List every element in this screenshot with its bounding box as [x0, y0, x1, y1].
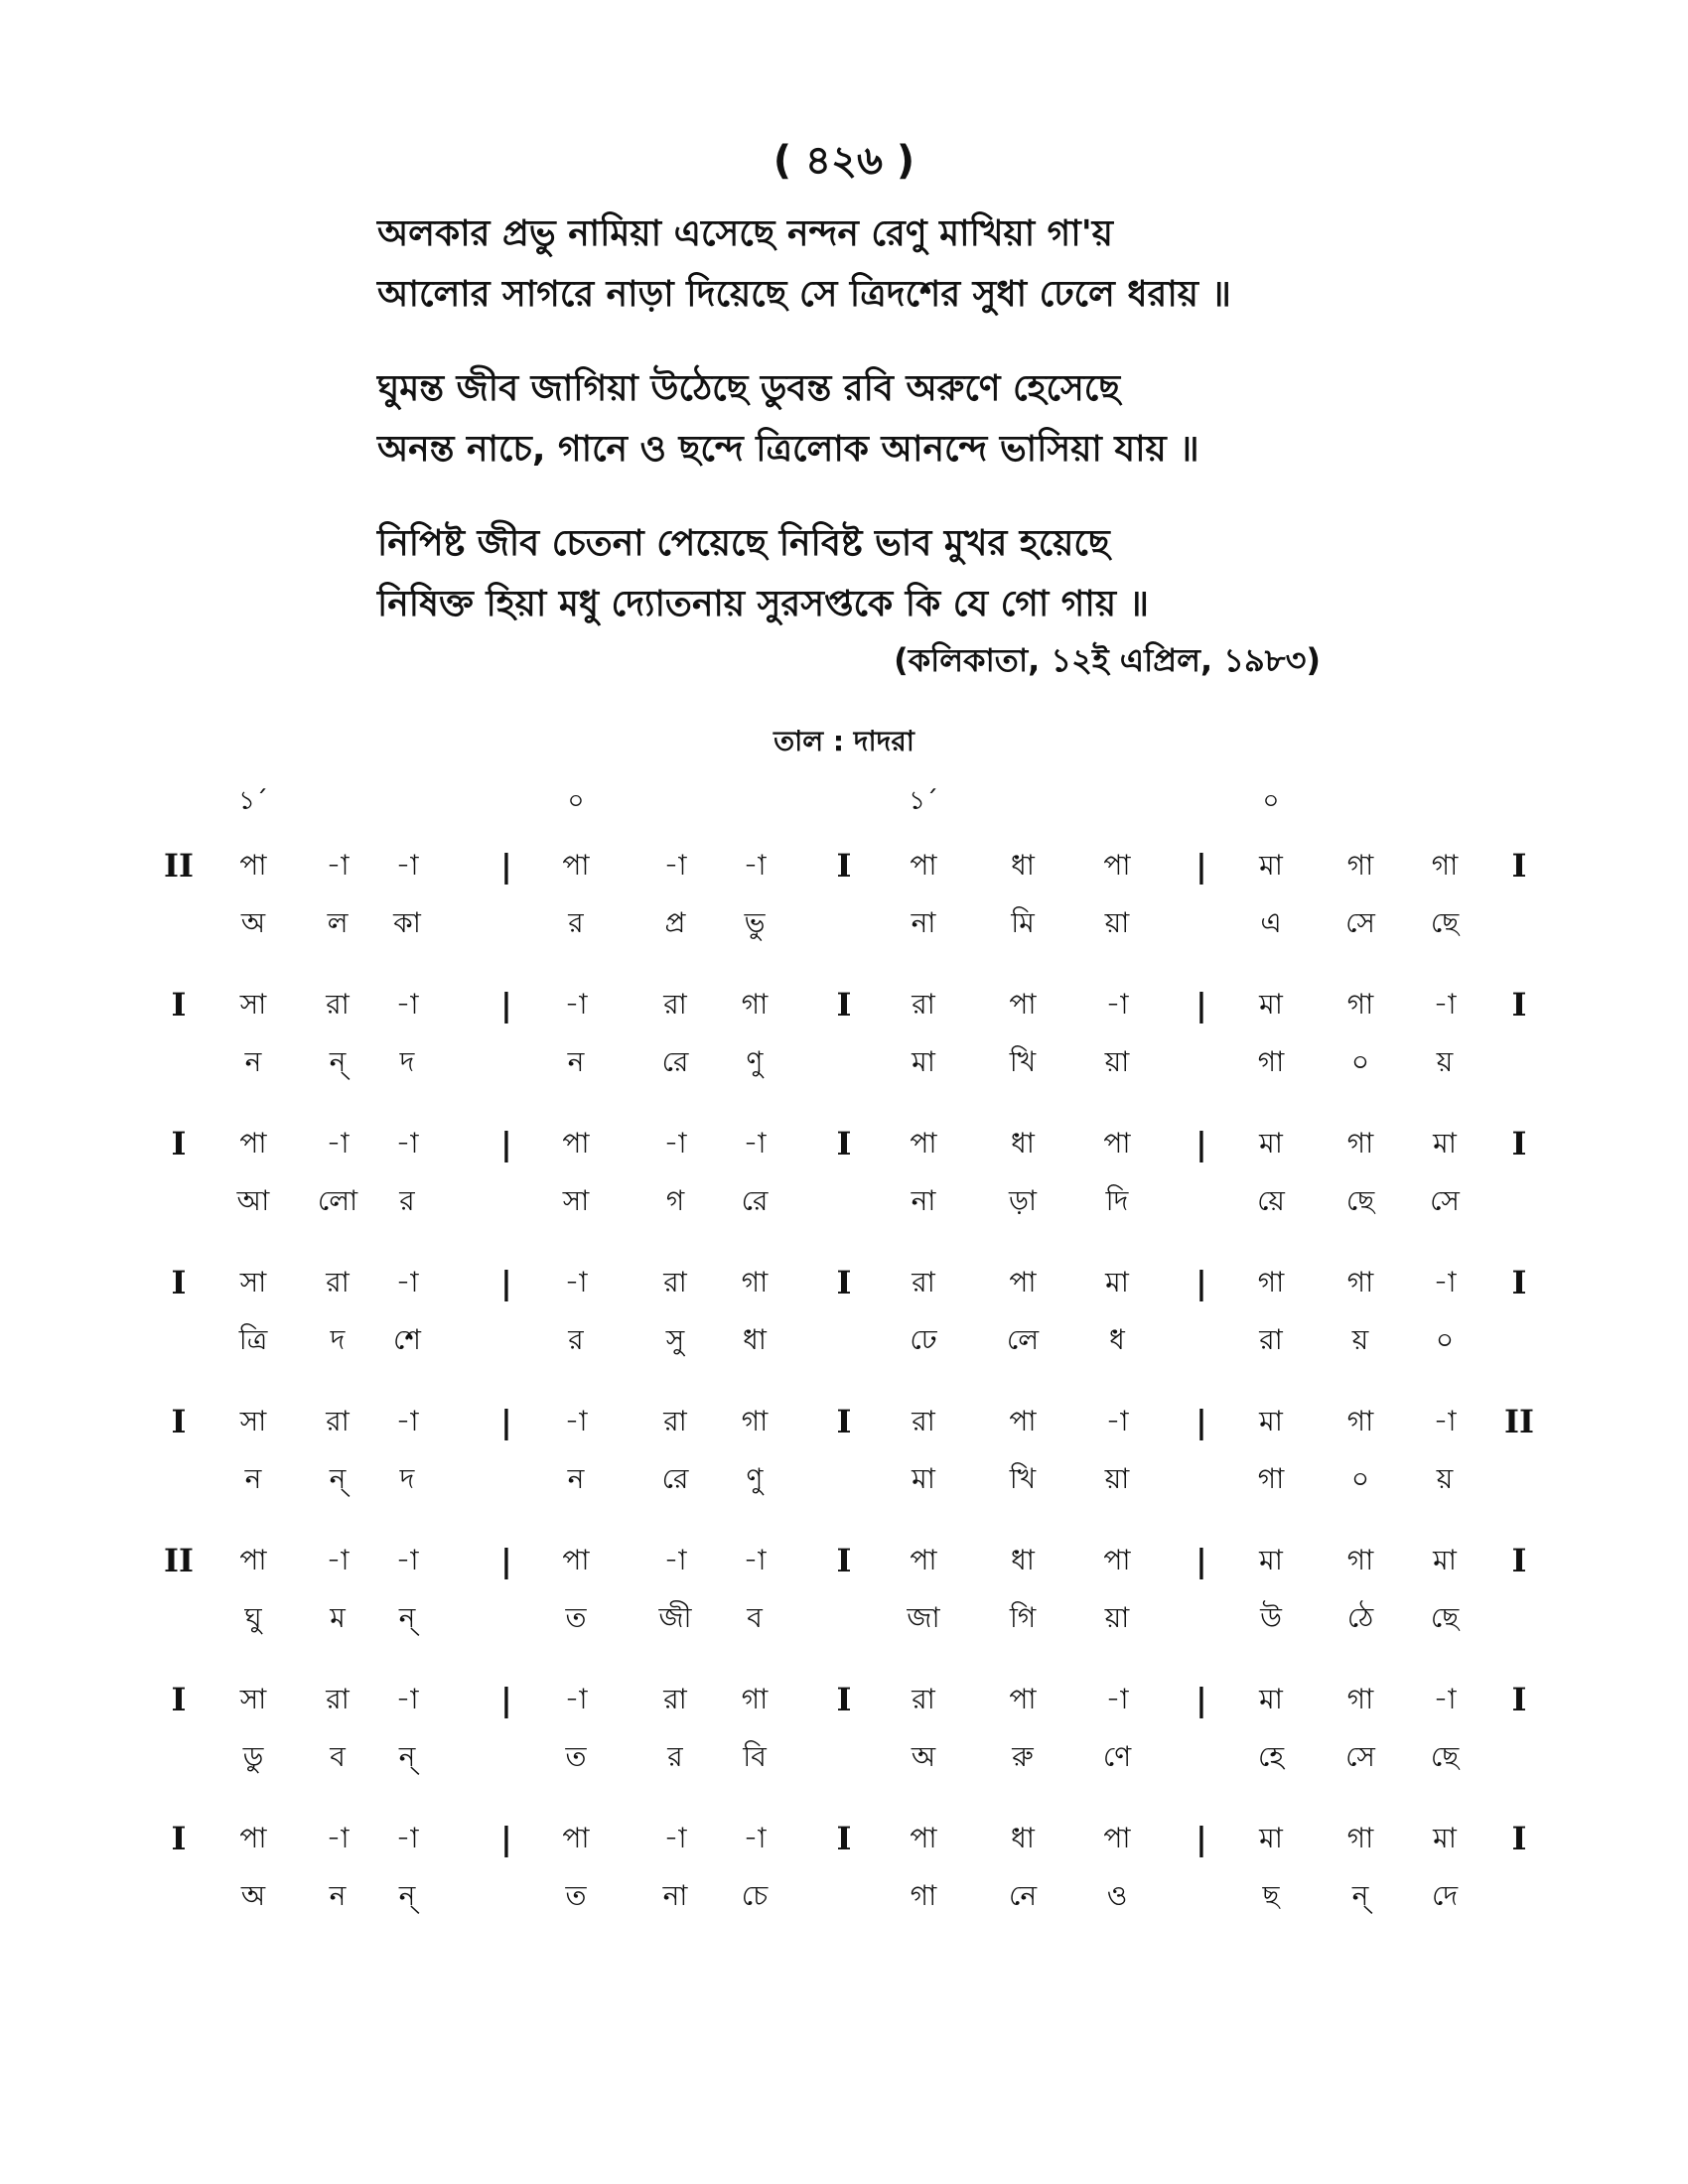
lyric-line: নিষিক্ত হিয়া মধু দ্যোতনায় সুরসপ্তকে কি যে গো গায় ॥ — [377, 584, 1149, 624]
syllable-cell: মা — [912, 1462, 935, 1495]
syllable-cell: ভু — [744, 906, 766, 939]
syllable-cell: ও — [1106, 1879, 1128, 1912]
bar-line-start: I — [171, 1403, 187, 1440]
syllable-cell: ঠে — [1346, 1601, 1374, 1634]
note-cell: -া — [1105, 1405, 1129, 1437]
bar-line: I — [836, 1264, 852, 1301]
beat-marker: ১´ — [238, 786, 268, 816]
note-cell: রা — [912, 1266, 935, 1298]
note-cell: পা — [562, 1822, 590, 1854]
bar-line: | — [500, 1403, 512, 1440]
syllable-cell: য়া — [1104, 1462, 1130, 1495]
note-cell: পা — [239, 1127, 267, 1160]
syllable-cell: ছে — [1430, 1601, 1460, 1634]
bar-line-start: I — [171, 1125, 187, 1162]
bar-line: I — [836, 847, 852, 885]
syllable-cell: দ — [399, 1045, 415, 1078]
note-cell: রা — [663, 1266, 687, 1298]
bar-line: I — [836, 1820, 852, 1857]
note-cell: রা — [912, 1683, 935, 1715]
syllable-cell: বি — [743, 1740, 767, 1773]
note-cell: -া — [1433, 1266, 1457, 1298]
tala-label: তাল : দাদরা — [774, 725, 914, 757]
bar-line-start: I — [171, 1681, 187, 1718]
syllable-cell: মি — [1011, 906, 1035, 939]
note-cell: সা — [239, 1405, 267, 1437]
note-cell: -া — [395, 988, 419, 1021]
syllable-cell: হে — [1257, 1740, 1285, 1773]
note-cell: পা — [562, 1544, 590, 1576]
note-cell: -া — [564, 1266, 588, 1298]
syllable-cell: ন — [567, 1045, 585, 1078]
note-cell: -া — [743, 1822, 767, 1854]
note-cell: গা — [1346, 1405, 1374, 1437]
note-cell: -া — [1433, 1683, 1457, 1715]
note-cell: -া — [395, 1127, 419, 1160]
note-cell: -া — [743, 849, 767, 882]
syllable-cell: সে — [1345, 1740, 1375, 1773]
bar-line: | — [500, 1125, 512, 1162]
bar-line: | — [500, 847, 512, 885]
note-cell: পা — [562, 849, 590, 882]
note-cell: ধা — [1011, 1127, 1035, 1160]
note-cell: রা — [663, 988, 687, 1021]
syllable-cell: এ — [1260, 906, 1282, 939]
lyric-line: ঘুমন্ত জীব জাগিয়া উঠেছে ডুবন্ত রবি অরুণে হেসেছে — [377, 368, 1121, 409]
bar-line: | — [1196, 1820, 1207, 1857]
note-cell: গা — [1346, 1544, 1374, 1576]
syllable-cell: ন — [329, 1879, 347, 1912]
note-cell: গা — [1346, 1266, 1374, 1298]
lyric-line: অলকার প্রভু নামিয়া এসেছে নন্দন রেণু মাখিয়া গা'য় — [377, 213, 1113, 254]
syllable-cell: ঢে — [910, 1323, 937, 1356]
note-cell: রা — [912, 988, 935, 1021]
bar-line-end: II — [1504, 1403, 1534, 1440]
note-cell: পা — [239, 849, 267, 882]
bar-line: | — [1196, 1125, 1207, 1162]
note-cell: -া — [663, 1822, 687, 1854]
lyric-line: নিপিষ্ট জীব চেতনা পেয়েছে নিবিষ্ট ভাব মুখর হয়েছে — [377, 523, 1110, 564]
syllable-cell: গা — [910, 1879, 937, 1912]
syllable-cell: দ — [399, 1462, 415, 1495]
note-cell: রা — [326, 988, 350, 1021]
note-cell: পা — [910, 849, 937, 882]
note-cell: মা — [1433, 1127, 1457, 1160]
syllable-cell: য় — [1436, 1462, 1454, 1495]
note-cell: -া — [395, 1683, 419, 1715]
syllable-cell: র — [568, 1323, 584, 1356]
bar-line: | — [1196, 847, 1207, 885]
note-cell: -া — [395, 849, 419, 882]
syllable-cell: য়ে — [1257, 1184, 1285, 1217]
bar-line-end: I — [1511, 1264, 1527, 1301]
syllable-cell: লে — [1006, 1323, 1040, 1356]
note-cell: গা — [1346, 849, 1374, 882]
syllable-cell: ন — [244, 1462, 262, 1495]
bar-line: I — [836, 1125, 852, 1162]
syllable-cell: চে — [741, 1879, 769, 1912]
note-cell: -া — [564, 988, 588, 1021]
syllable-cell: গা — [1257, 1045, 1285, 1078]
syllable-cell: ত্রি — [238, 1323, 268, 1356]
syllable-cell: ০ — [1350, 1045, 1370, 1078]
syllable-cell: ড়া — [1008, 1184, 1038, 1217]
syllable-cell: ধ — [1109, 1323, 1125, 1356]
note-cell: -া — [395, 1544, 419, 1576]
syllable-cell: নে — [1008, 1879, 1038, 1912]
bar-line-end: I — [1511, 1542, 1527, 1579]
syllable-cell: ন্ — [329, 1462, 347, 1495]
bar-line: | — [500, 1264, 512, 1301]
bar-line: | — [500, 986, 512, 1024]
note-cell: রা — [663, 1405, 687, 1437]
syllable-cell: না — [911, 906, 936, 939]
bar-line: | — [500, 1820, 512, 1857]
bar-line: | — [1196, 1264, 1207, 1301]
lyric-line: আলোর সাগরে নাড়া দিয়েছে সে ত্রিদশের সুধা ঢেলে ধরায় ॥ — [377, 274, 1231, 315]
note-cell: -া — [1433, 1405, 1457, 1437]
note-cell: ধা — [1011, 1822, 1035, 1854]
note-cell: গা — [741, 1683, 769, 1715]
syllable-cell: র — [399, 1184, 415, 1217]
note-cell: রা — [912, 1405, 935, 1437]
syllable-cell: ০ — [1435, 1323, 1455, 1356]
note-cell: -া — [1433, 988, 1457, 1021]
syllable-cell: অ — [911, 1740, 936, 1773]
note-cell: পা — [239, 1544, 267, 1576]
syllable-cell: ডু — [242, 1740, 264, 1773]
note-cell: গা — [741, 1266, 769, 1298]
note-cell: গা — [1346, 1822, 1374, 1854]
syllable-cell: ন — [567, 1462, 585, 1495]
note-cell: মা — [1105, 1266, 1129, 1298]
note-cell: মা — [1259, 1544, 1283, 1576]
syllable-cell: সে — [1345, 906, 1375, 939]
note-cell: মা — [1259, 1822, 1283, 1854]
bar-line: I — [836, 1403, 852, 1440]
note-cell: রা — [326, 1683, 350, 1715]
syllable-cell: ত — [565, 1879, 587, 1912]
syllable-cell: ছে — [1430, 1740, 1460, 1773]
syllable-cell: ন — [244, 1045, 262, 1078]
syllable-cell: র — [667, 1740, 683, 1773]
note-cell: -া — [1105, 1683, 1129, 1715]
syllable-cell: না — [662, 1879, 688, 1912]
syllable-cell: ল — [327, 906, 349, 939]
note-cell: রা — [663, 1683, 687, 1715]
note-cell: পা — [1009, 988, 1037, 1021]
note-cell: সা — [239, 988, 267, 1021]
place-date: (কলিকাতা, ১২ই এপ্রিল, ১৯৮৩) — [894, 641, 1321, 679]
syllable-cell: গি — [1009, 1601, 1037, 1634]
note-cell: -া — [663, 1544, 687, 1576]
bar-line-end: I — [1511, 847, 1527, 885]
note-cell: পা — [1009, 1405, 1037, 1437]
note-cell: -া — [326, 1544, 350, 1576]
note-cell: -া — [326, 849, 350, 882]
syllable-cell: গা — [1257, 1462, 1285, 1495]
syllable-cell: সু — [665, 1323, 685, 1356]
syllable-cell: কা — [393, 906, 421, 939]
syllable-cell: য় — [1351, 1323, 1369, 1356]
syllable-cell: দে — [1431, 1879, 1459, 1912]
syllable-cell: গ — [665, 1184, 685, 1217]
note-cell: -া — [395, 1266, 419, 1298]
note-cell: পা — [562, 1127, 590, 1160]
syllable-cell: ন্ — [398, 1879, 416, 1912]
syllable-cell: প্র — [664, 906, 686, 939]
bar-line-start: II — [164, 847, 194, 885]
note-cell: মা — [1433, 1822, 1457, 1854]
bar-line-end: I — [1511, 1125, 1527, 1162]
bar-line-start: I — [171, 1264, 187, 1301]
syllable-cell: রে — [741, 1184, 769, 1217]
syllable-cell: জা — [907, 1601, 940, 1634]
note-cell: ধা — [1011, 1544, 1035, 1576]
note-cell: -া — [1105, 988, 1129, 1021]
note-cell: পা — [1103, 1127, 1131, 1160]
bar-line-end: I — [1511, 986, 1527, 1024]
bar-line: | — [1196, 986, 1207, 1024]
syllable-cell: ০ — [1350, 1462, 1370, 1495]
note-cell: গা — [741, 988, 769, 1021]
note-cell: মা — [1259, 1405, 1283, 1437]
note-cell: -া — [663, 1127, 687, 1160]
note-cell: রা — [326, 1405, 350, 1437]
syllable-cell: উ — [1260, 1601, 1282, 1634]
syllable-cell: ব — [747, 1601, 763, 1634]
beat-marker: ০ — [1262, 786, 1280, 816]
syllable-cell: ন্ — [398, 1601, 416, 1634]
syllable-cell: ত — [565, 1740, 587, 1773]
syllable-cell: সে — [1430, 1184, 1460, 1217]
bar-line: I — [836, 1681, 852, 1718]
note-cell: পা — [910, 1544, 937, 1576]
syllable-cell: দি — [1105, 1184, 1129, 1217]
bar-line: | — [500, 1681, 512, 1718]
note-cell: গা — [1346, 988, 1374, 1021]
syllable-cell: ছে — [1430, 906, 1460, 939]
syllable-cell: দ — [330, 1323, 346, 1356]
syllable-cell: য়া — [1104, 1601, 1130, 1634]
note-cell: ধা — [1011, 849, 1035, 882]
note-cell: গা — [1431, 849, 1459, 882]
lyric-line: অনন্ত নাচে, গানে ও ছন্দে ত্রিলোক আনন্দে ভাসিয়া যায় ॥ — [377, 429, 1199, 470]
syllable-cell: ণু — [746, 1462, 764, 1495]
note-cell: -া — [743, 1127, 767, 1160]
syllable-cell: ন্ — [398, 1740, 416, 1773]
note-cell: -া — [395, 1822, 419, 1854]
note-cell: মা — [1433, 1544, 1457, 1576]
syllable-cell: য় — [1436, 1045, 1454, 1078]
note-cell: গা — [1257, 1266, 1285, 1298]
syllable-cell: শে — [393, 1323, 421, 1356]
syllable-cell: অ — [240, 906, 266, 939]
syllable-cell: রে — [661, 1045, 689, 1078]
note-cell: রা — [326, 1266, 350, 1298]
syllable-cell: রা — [1259, 1323, 1283, 1356]
syllable-cell: য়া — [1104, 906, 1130, 939]
note-cell: পা — [1009, 1683, 1037, 1715]
syllable-cell: সা — [562, 1184, 590, 1217]
bar-line-end: I — [1511, 1820, 1527, 1857]
note-cell: পা — [1009, 1266, 1037, 1298]
syllable-cell: র — [568, 906, 584, 939]
syllable-cell: খি — [1009, 1045, 1037, 1078]
note-cell: মা — [1259, 988, 1283, 1021]
syllable-cell: লো — [317, 1184, 358, 1217]
syllable-cell: ম — [330, 1601, 346, 1634]
syllable-cell: মা — [912, 1045, 935, 1078]
syllable-cell: ন্ — [329, 1045, 347, 1078]
note-cell: গা — [1346, 1127, 1374, 1160]
note-cell: পা — [910, 1822, 937, 1854]
beat-marker: ০ — [567, 786, 585, 816]
note-cell: -া — [743, 1544, 767, 1576]
note-cell: মা — [1259, 849, 1283, 882]
syllable-cell: ঘু — [244, 1601, 262, 1634]
syllable-cell: ব — [330, 1740, 346, 1773]
bar-line-start: II — [164, 1542, 194, 1579]
note-cell: -া — [326, 1822, 350, 1854]
note-cell: -া — [564, 1683, 588, 1715]
bar-line: | — [1196, 1681, 1207, 1718]
syllable-cell: ছে — [1345, 1184, 1375, 1217]
syllable-cell: রে — [661, 1462, 689, 1495]
note-cell: -া — [326, 1127, 350, 1160]
note-cell: মা — [1259, 1683, 1283, 1715]
beat-marker: ১´ — [909, 786, 938, 816]
bar-line: | — [1196, 1542, 1207, 1579]
note-cell: সা — [239, 1683, 267, 1715]
note-cell: পা — [1103, 1544, 1131, 1576]
note-cell: মা — [1259, 1127, 1283, 1160]
syllable-cell: ছ — [1262, 1879, 1280, 1912]
note-cell: -া — [564, 1405, 588, 1437]
bar-line: I — [836, 986, 852, 1024]
bar-line-start: I — [171, 986, 187, 1024]
note-cell: -া — [663, 849, 687, 882]
note-cell: পা — [1103, 1822, 1131, 1854]
syllable-cell: য়া — [1104, 1045, 1130, 1078]
syllable-cell: ন্ — [1351, 1879, 1369, 1912]
syllable-cell: আ — [236, 1184, 270, 1217]
note-cell: -া — [395, 1405, 419, 1437]
syllable-cell: ণু — [746, 1045, 764, 1078]
syllable-cell: না — [911, 1184, 936, 1217]
syllable-cell: জী — [658, 1601, 692, 1634]
syllable-cell: খি — [1009, 1462, 1037, 1495]
note-cell: পা — [910, 1127, 937, 1160]
note-cell: পা — [239, 1822, 267, 1854]
bar-line-start: I — [171, 1820, 187, 1857]
syllable-cell: ত — [565, 1601, 587, 1634]
syllable-cell: ণে — [1102, 1740, 1132, 1773]
note-cell: পা — [1103, 849, 1131, 882]
note-cell: সা — [239, 1266, 267, 1298]
syllable-cell: রু — [1012, 1740, 1034, 1773]
bar-line: | — [1196, 1403, 1207, 1440]
page-number: ( ৪২৬ ) — [773, 138, 915, 184]
note-cell: গা — [1346, 1683, 1374, 1715]
bar-line: | — [500, 1542, 512, 1579]
syllable-cell: ধা — [743, 1323, 767, 1356]
note-cell: গা — [741, 1405, 769, 1437]
bar-line-end: I — [1511, 1681, 1527, 1718]
syllable-cell: অ — [240, 1879, 266, 1912]
bar-line: I — [836, 1542, 852, 1579]
